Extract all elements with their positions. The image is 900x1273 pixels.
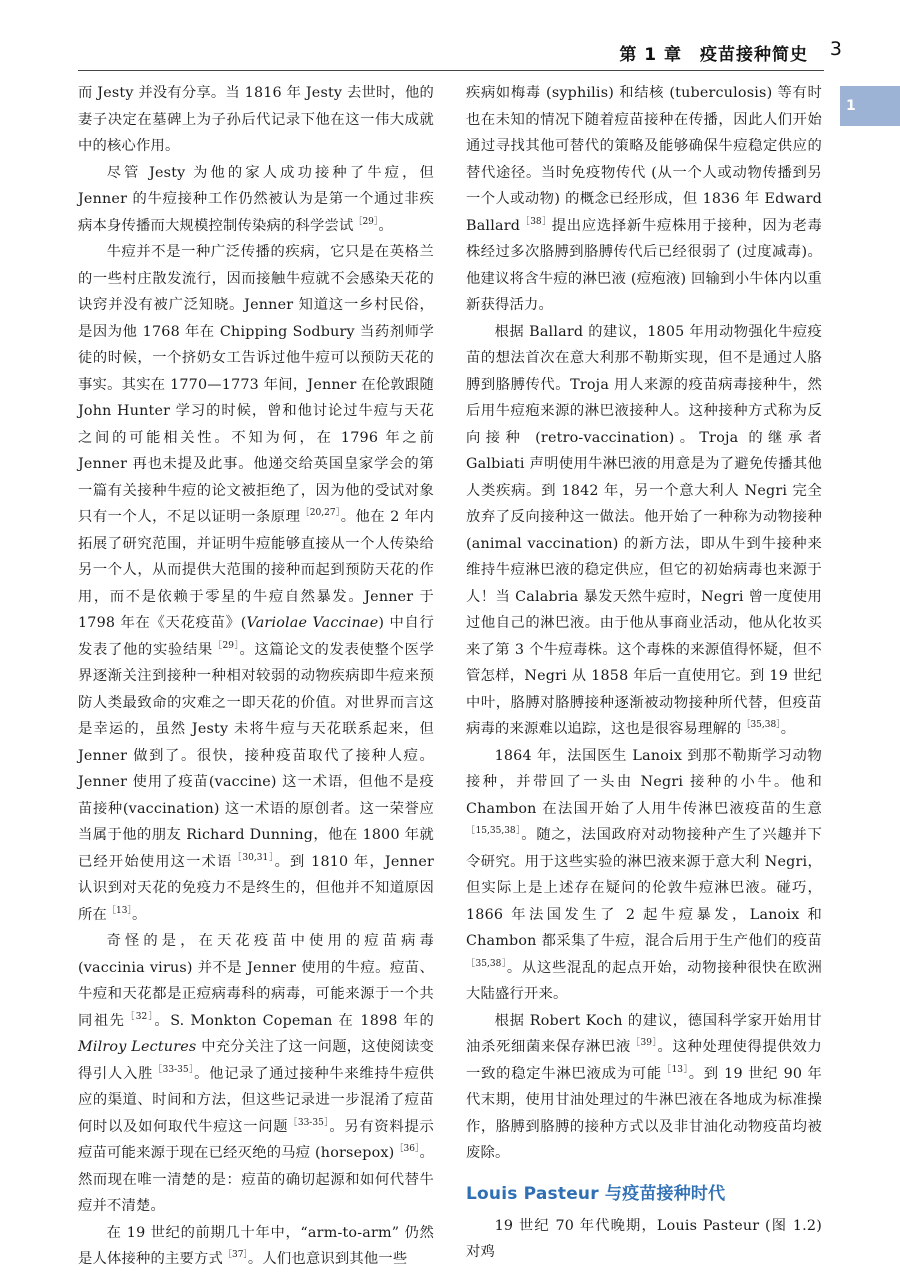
text-run: 1864 年，法国医生 Lanoix 到那不勒斯学习动物接种，并带回了一头由 Negri 接种的小牛。他和 Chambon 在法国开始了人用牛传淋巴液疫苗的生意 (466, 747, 822, 817)
paragraph (78, 239, 434, 928)
citation-ref: ［35,38］ (466, 958, 507, 969)
left-column (78, 80, 434, 1273)
paragraph (78, 928, 434, 1220)
text-run: 尽管 Jesty 为他的家人成功接种了牛痘，但 Jenner 的牛痘接种工作仍然被认为是第一个通过非疾病本身传播而大规模控制传染病的科学尝试 (78, 164, 434, 234)
citation-ref: ［32］ (125, 1011, 155, 1022)
text-run: 。这种处理使得提供效力一致的稳定牛淋巴液成为可能 (466, 1039, 822, 1082)
text-run: 根据 Robert Koch 的建议，德国科学家开始用甘油杀死细菌来保存淋巴液 (466, 1012, 822, 1055)
citation-ref: ［33-35］ (288, 1117, 330, 1128)
text-run: 。S. Monkton Copeman 在 1898 年的 (154, 1012, 434, 1029)
right-column (466, 80, 822, 1266)
text-run: 提出应选择新牛痘株用于接种，因为老毒株经过多次胳膊到胳膊传代后已经很弱了 (过度减毒)。他建议将含牛痘的淋巴液 (痘疱液) 回输到小牛体内以重新获得活力。 (466, 217, 823, 313)
text-run: 牛痘并不是一种广泛传播的疾病，它只是在英格兰的一些村庄散发流行，因而接触牛痘就不会感染天花的诀窍并没有被广泛知晓。Jenner 知道这一乡村民俗，是因为他 1768 年在 Chipping Sodbury 当药剂师学徒的时候，一个挤奶女工告诉过他牛痘可以预防天花的事实。其实在 1770—1773 年间，Jenner 在伦敦跟随 John Hunter 学习的时候，曾和他讨论过牛痘与天花之间的可能相关性。不知为何，在 1796 年之前 Jenner 再也未提及此事。他递交给英国皇家学会的第一篇有关接种牛痘的论文被拒绝了，因为他的受试对象只有一个人，不足以证明一条原理 (78, 244, 434, 525)
text-run: 19 世纪 70 年代晚期，Louis Pasteur (图 1.2) 对鸡 (466, 1217, 822, 1260)
citation-ref: ［15,35,38］ (466, 826, 522, 837)
paragraph (466, 743, 822, 1008)
paragraph (78, 80, 434, 160)
text-run: 。到 1810 年，Jenner 认识到对天花的免疫力不是终生的，但他并不知道原因所在 (78, 853, 435, 923)
italic-text: Milroy Lectures (78, 1039, 197, 1055)
text-run: 在 19 世纪的前期几十年中，“arm-to-arm” 仍然是人体接种的主要方式 (78, 1224, 434, 1267)
italic-text: Variolae Vaccinae (246, 615, 379, 631)
citation-ref: ［20,27］ (300, 508, 341, 519)
text-run: ) 中自行发表了他的实验结果 (78, 615, 435, 658)
citation-ref: ［36］ (394, 1144, 420, 1155)
chapter-tab[interactable]: 1 (840, 86, 900, 126)
citation-ref: ［37］ (222, 1250, 248, 1261)
citation-ref: ［38］ (520, 216, 552, 227)
text-run: 中充分关注了这一问题，这使阅读变得引人入胜 (78, 1039, 434, 1082)
text-run: 。到 19 世纪 90 年代末期，使用甘油处理过的牛淋巴液在各地成为标准操作，胳膊到胳膊的接种方式以及非甘油化动物疫苗均被废除。 (466, 1065, 822, 1161)
citation-ref: ［13］ (662, 1064, 689, 1075)
paragraph (78, 1220, 434, 1273)
text-run: 。这篇论文的发表使整个医学界逐渐关注到接种一种相对较弱的动物疾病即牛痘来预防人类最致命的灾难之一即天花的价值。对世界而言这是幸运的，虽然 Jesty 未将牛痘与天花联系起来，但 Jenner 做到了。很快，接种疫苗取代了接种人痘。Jenner 使用了疫苗(vaccine) 这一术语，但他不是疫苗接种(vaccination) 这一术语的原创者。这一荣誉应当属于他的朋友 Richard Dunning，他在 1800 年就已经开始使用这一术语 (78, 641, 434, 870)
text-run: 奇怪的是，在天花疫苗中使用的痘苗病毒 (vaccinia virus) 并不是 Jenner 使用的牛痘。痘苗、牛痘和天花都是正痘病毒科的病毒，可能来源于一个共同祖先 (78, 933, 434, 1029)
paragraph (466, 80, 822, 319)
text-run: 。 (378, 217, 393, 234)
page-number: 3 (829, 38, 842, 60)
paragraph (466, 1008, 822, 1167)
citation-ref: ［39］ (631, 1038, 658, 1049)
text-run: 。从这些混乱的起点开始，动物接种很快在欧洲大陆盛行开来。 (466, 959, 823, 1002)
citation-ref: ［29］ (353, 216, 379, 227)
text-run: 。 (780, 721, 796, 737)
citation-ref: ［29］ (213, 640, 240, 651)
citation-ref: ［30,31］ (232, 852, 275, 863)
paragraph (466, 319, 822, 743)
text-run: 。然而现在唯一清楚的是：痘苗的确切起源和如何代替牛痘并不清楚。 (78, 1145, 435, 1214)
text-run: 。 (131, 906, 147, 923)
text-run: 根据 Ballard 的建议，1805 年用动物强化牛痘疫苗的想法首次在意大利那不勒斯实现，但不是通过人胳膊到胳膊传代。Troja 用人来源的疫苗病毒接种牛，然后用牛痘疱来源的淋巴液接种人。这种接种方式称为反向接种 (retro-vaccination)。Troja 的继承者 Galbiati 声明使用牛淋巴液的用意是为了避免传播其他人类疾病。到 1842 年，另一个意大利人 Negri 完全放弃了反向接种这一做法。他开始了一种称为动物接种 (animal vaccination) 的新方法，即从牛到牛接种来维持牛痘淋巴液的稳定供应，但它的初始病毒也来源于人！当 Calabria 暴发天然牛痘时，Negri 曾一度使用过他自己的淋巴液。由于他从事商业活动，他从化妆买来了第 3 个牛痘毒株。这个毒株的来源值得怀疑，但不管怎样，Negri 从 1858 年后一直使用它。到 19 世纪中叶，胳膊对胳膊接种逐渐被动物接种所代替，但疫苗病毒的来源难以追踪，这也是很容易理解的 (466, 323, 822, 737)
text-run: 。人们也意识到其他一些 (247, 1251, 408, 1267)
text-run: 疾病如梅毒 (syphilis) 和结核 (tuberculosis) 等有时也在未知的情况下随着痘苗接种在传播，因此人们开始通过寻找其他可替代的策略及能够确保牛痘稳定供应的替代途径。当时免疫物传代 (从一个人或动物传播到另一个人或动物) 的概念已经形成，但 1836 年 Edward Ballard (466, 85, 822, 234)
citation-ref: ［33-35］ (153, 1064, 195, 1075)
section-heading: Louis Pasteur 与疫苗接种时代 (466, 1183, 726, 1204)
citation-ref: ［13］ (107, 905, 132, 916)
page-header (0, 0, 900, 72)
running-head-chapter-title: 第 1 章 疫苗接种简史 (619, 45, 808, 65)
header-rule (78, 70, 824, 71)
text-run: 。他在 2 年内拓展了研究范围，并证明牛痘能够直接从一个人传染给另一个人，从而提供大范围的接种而起到预防天花的作用，而不是依赖于零星的牛痘自然暴发。Jenner 于 1798 年在《天花疫苗》( (78, 509, 434, 631)
paragraph (78, 160, 434, 240)
citation-ref: ［35,38］ (741, 720, 781, 731)
text-run: 。另有资料提示痘苗可能来源于现在已经灭绝的马痘 (horsepox) (78, 1118, 434, 1161)
text-run: 而 Jesty 并没有分享。当 1816 年 Jesty 去世时，他的妻子决定在墓碑上为子孙后代记录下他在这一伟大成就中的核心作用。 (78, 85, 434, 154)
text-run: 。随之，法国政府对动物接种产生了兴趣并下令研究。用于这些实验的淋巴液来源于意大利 Negri，但实际上是上述存在疑问的伦敦牛痘淋巴液。碰巧，1866 年法国发生了 2 起牛痘暴发，Lanoix 和 Chambon 都采集了牛痘，混合后用于生产他们的疫苗 (466, 827, 822, 949)
paragraph (466, 1213, 822, 1266)
text-run: 。他记录了通过接种牛来维持牛痘供应的渠道、时间和方法，但这些记录进一步混淆了痘苗何时以及如何取代牛痘这一问题 (78, 1065, 435, 1135)
